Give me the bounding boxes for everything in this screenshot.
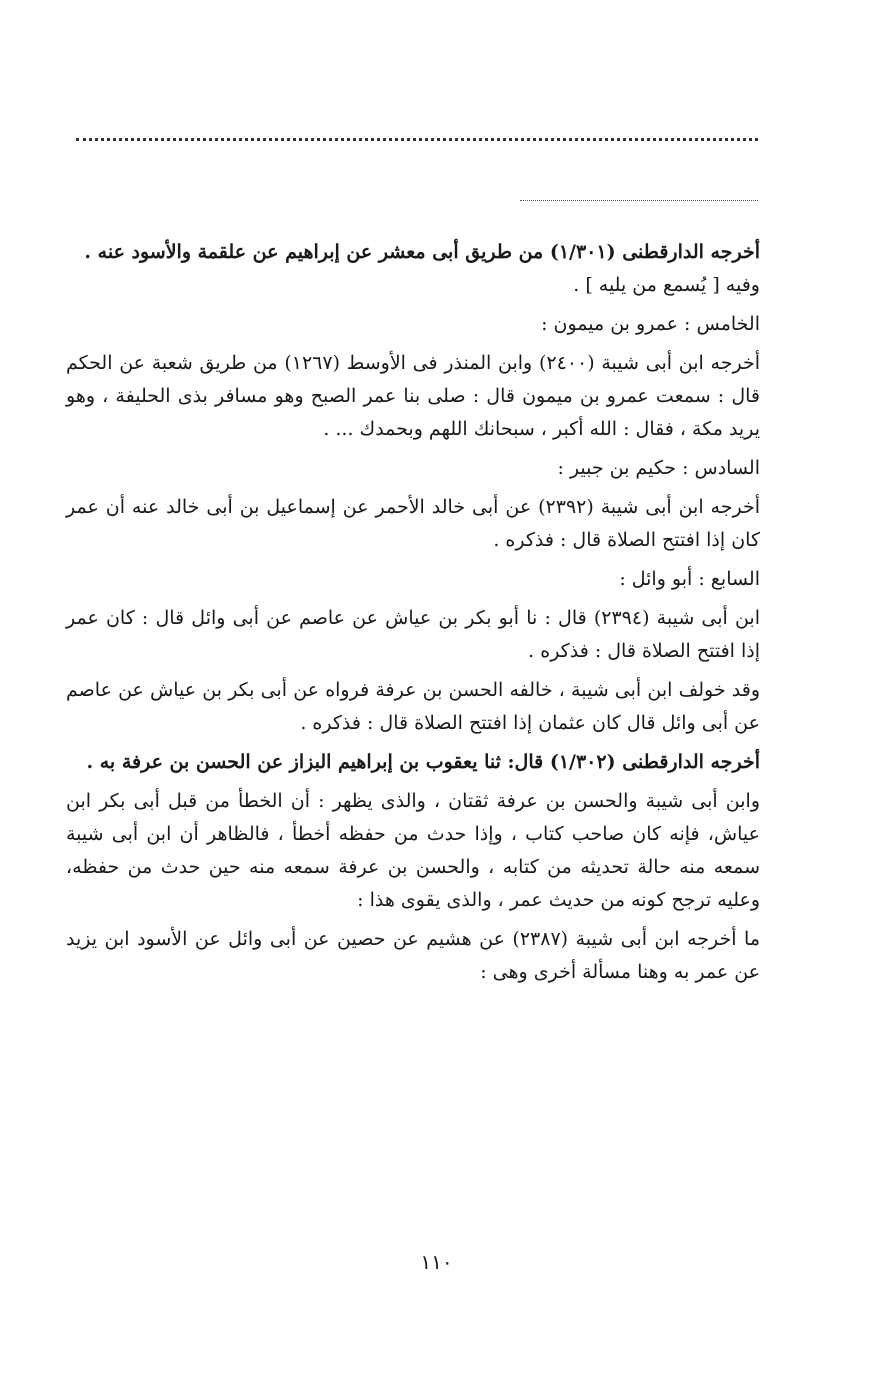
paragraph-ibn-abi-shayba-2387: ما أخرجه ابن أبى شيبة (٢٣٨٧) عن هشيم عن حصين عن أبى وائل عن الأسود ابن يزيد عن عمر به وهنا مسألة أخرى وهى : <box>66 928 760 983</box>
heading-seventh: السابع : أبو وائل : <box>619 568 760 590</box>
body-text <box>66 236 760 989</box>
paragraph-daraqutni-1: أخرجه الدارقطنى (١/٣٠١) من طريق أبى معشر عن إبراهيم عن علقمة والأسود عنه . <box>84 241 760 263</box>
paragraph-khulifa: وقد خولف ابن أبى شيبة ، خالفه الحسن بن عرفة فرواه عن أبى بكر بن عياش عن عاصم عن أبى وائل قال كان عثمان إذا افتتح الصلاة قال : فذكره . <box>66 679 760 734</box>
paragraph-ibn-abi-shayba-2392: أخرجه ابن أبى شيبة (٢٣٩٢) عن أبى خالد الأحمر عن إسماعيل بن أبى خالد عنه أن عمر كان إذا افتتح الصلاة قال : فذكره . <box>66 496 760 551</box>
heading-fifth: الخامس : عمرو بن ميمون : <box>541 313 760 335</box>
paragraph-note: وفيه [ يُسمع من يليه ] . <box>573 274 760 296</box>
dotted-separator-short <box>520 200 758 201</box>
paragraph-discussion: وابن أبى شيبة والحسن بن عرفة ثقتان ، والذى يظهر : أن الخطأ من قبل أبى بكر ابن عياش، فإنه كان صاحب كتاب ، وإذا حدث من حفظه أخطأ ، فالظاهر أن ابن أبى شيبة سمعه منه حالة تحديثه من كتابه ، والحسن بن عرفة سمعه منه حين حدث من حفظه، وعليه ترجح كونه من حديث عمر ، والذى يقوى هذا : <box>66 790 760 911</box>
dotted-separator-long <box>76 138 758 141</box>
paragraph-daraqutni-2: أخرجه الدارقطنى (١/٣٠٢) قال: ثنا يعقوب بن إبراهيم البزاز عن الحسن بن عرفة به . <box>86 751 760 773</box>
paragraph-ibn-abi-shayba-2400: أخرجه ابن أبى شيبة (٢٤٠٠) وابن المنذر فى الأوسط (١٢٦٧) من طريق شعبة عن الحكم قال : سمعت عمرو بن ميمون قال : صلى بنا عمر الصبح وهو مسافر بذى الحليفة ، وهو يريد مكة ، فقال : الله أكبر ، سبحانك اللهم وبحمدك ... . <box>66 352 760 440</box>
paragraph-ibn-abi-shayba-2394: ابن أبى شيبة (٢٣٩٤) قال : نا أبو بكر بن عياش عن عاصم عن أبى وائل قال : كان عمر إذا افتتح الصلاة قال : فذكره . <box>66 607 760 662</box>
page-number: ١١٠ <box>420 1250 453 1274</box>
heading-sixth: السادس : حكيم بن جبير : <box>557 457 760 479</box>
